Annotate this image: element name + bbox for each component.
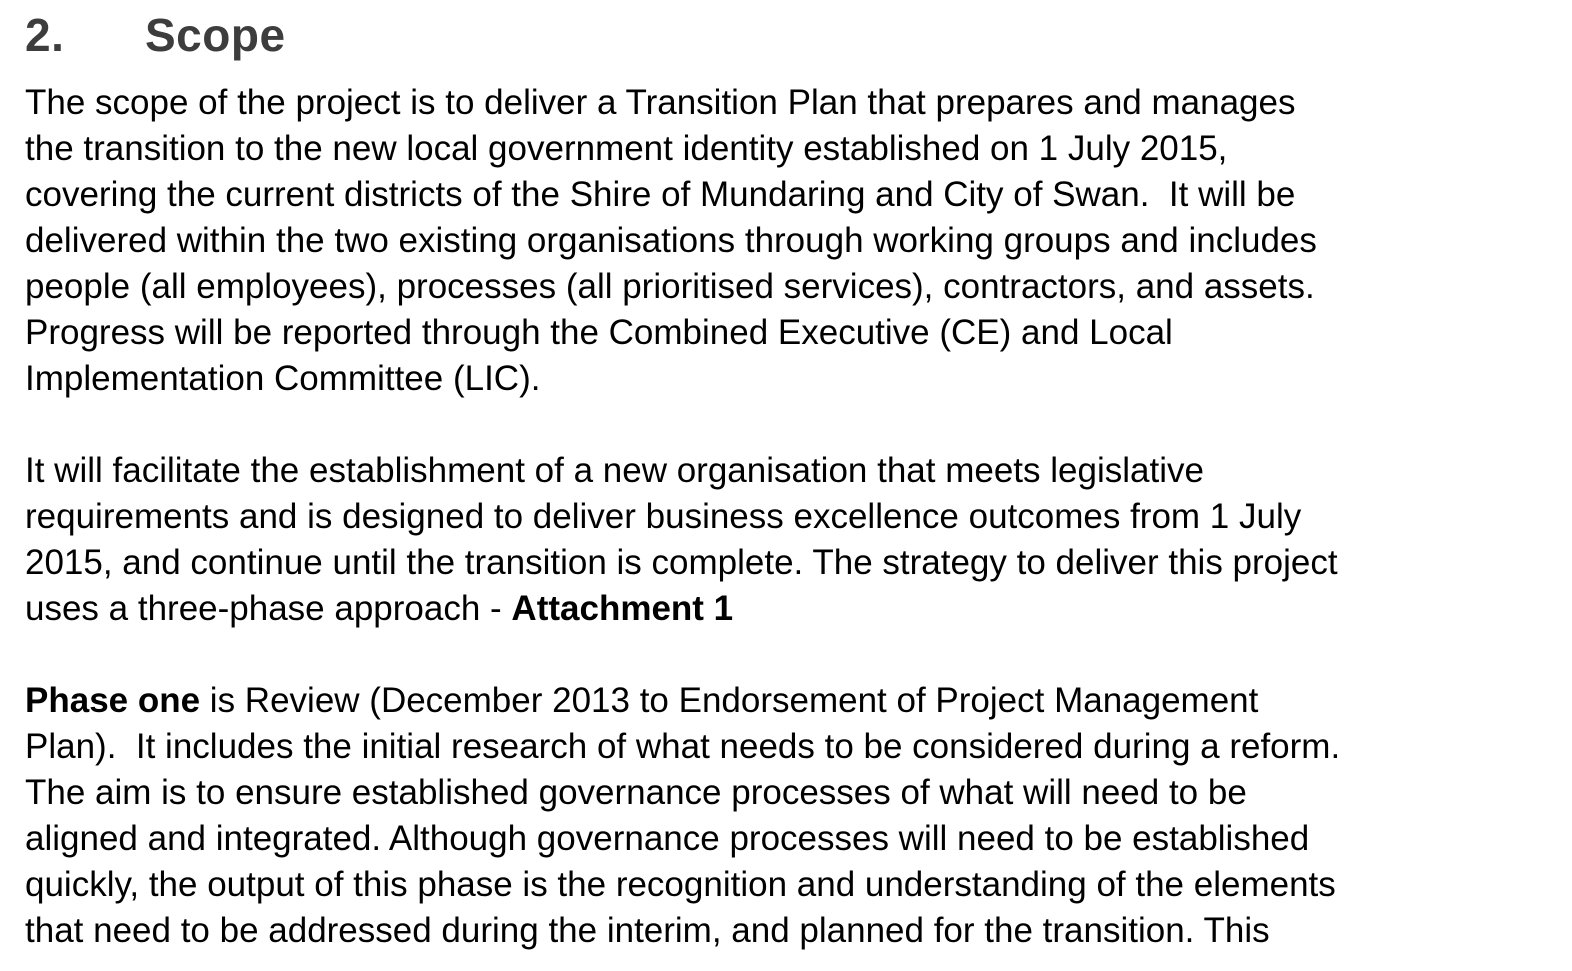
text-run: uses a three-phase approach - [25, 589, 512, 628]
text-line: quickly, the output of this phase is the recognition and understanding of the elements [25, 865, 1336, 904]
text-line: 2015, and continue until the transition is complete. The strategy to deliver this project [25, 543, 1338, 582]
text-line: The aim is to ensure established governance processes of what will need to be [25, 773, 1247, 812]
text-line: the transition to the new local government identity established on 1 July 2015, [25, 129, 1228, 168]
text-line [25, 586, 1542, 632]
text-line: Progress will be reported through the Combined Executive (CE) and Local [25, 313, 1173, 352]
text-line: It will facilitate the establishment of a new organisation that meets legislative [25, 451, 1204, 490]
text-line: that need to be addressed during the interim, and planned for the transition. This [25, 911, 1270, 950]
text-line: The scope of the project is to deliver a Transition Plan that prepares and manages [25, 83, 1296, 122]
paragraph-phase-one [25, 678, 1542, 954]
text-line: requirements and is designed to deliver business excellence outcomes from 1 July [25, 497, 1302, 536]
text-line: people (all employees), processes (all prioritised services), contractors, and assets. [25, 267, 1315, 306]
text-line [25, 678, 1542, 724]
text-line: delivered within the two existing organisations through working groups and includes [25, 221, 1317, 260]
section-title: Scope [145, 9, 286, 61]
phase-one-label: Phase one [25, 681, 201, 720]
paragraph-facilitate [25, 448, 1542, 632]
text-line: aligned and integrated. Although governance processes will need to be established [25, 819, 1310, 858]
paragraph-scope [25, 80, 1542, 402]
text-line: Plan). It includes the initial research of what needs to be considered during a reform. [25, 727, 1341, 766]
text-run: is Review (December 2013 to Endorsement of Project Management [200, 681, 1259, 720]
section-number: 2. [25, 9, 65, 61]
text-line: Implementation Committee (LIC). [25, 359, 541, 398]
text-line: covering the current districts of the Shire of Mundaring and City of Swan. It will be [25, 175, 1296, 214]
attachment-reference: Attachment 1 [511, 589, 734, 628]
section-heading [25, 6, 1542, 64]
